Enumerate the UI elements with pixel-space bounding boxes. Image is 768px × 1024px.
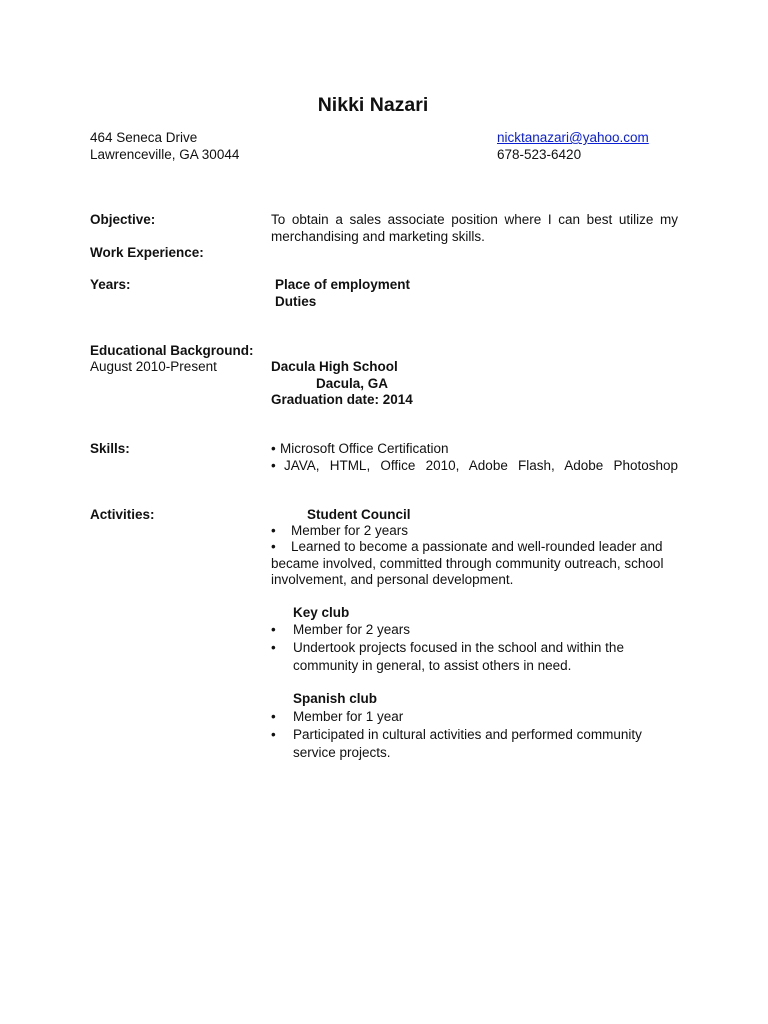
bullet-icon: • — [271, 622, 276, 637]
bullet-icon: • — [271, 709, 276, 724]
spanish-club-item-2-line-1: Participated in cultural activities and performed community — [293, 727, 642, 742]
bullet-icon: • — [271, 458, 276, 473]
key-club-title: Key club — [293, 605, 350, 620]
student-council-item-1: Member for 2 years — [291, 523, 409, 538]
work-experience-label: Work Experience: — [90, 245, 204, 260]
objective-line-1: To obtain a sales associate position where I can best utilize my — [271, 212, 678, 227]
student-council-item-2-line-3: involvement, and personal development. — [271, 572, 514, 587]
skills-label: Skills: — [90, 441, 130, 456]
bullet-icon: • — [271, 640, 276, 655]
phone-number: 678-523-6420 — [497, 147, 582, 162]
school-name: Dacula High School — [271, 359, 398, 374]
student-council-title: Student Council — [307, 507, 411, 522]
place-of-employment: Place of employment — [275, 277, 411, 292]
student-council-item-2-line-2: became involved, committed through community outreach, school — [271, 556, 664, 571]
skill-item-2: JAVA, HTML, Office 2010, Adobe Flash, Adobe Photoshop — [284, 458, 678, 473]
resume-name: Nikki Nazari — [317, 94, 429, 116]
bullet-icon: • — [271, 441, 276, 456]
activities-label: Activities: — [90, 507, 155, 522]
spanish-club-item-2-line-2: service projects. — [293, 745, 391, 760]
school-location: Dacula, GA — [316, 376, 389, 391]
duties: Duties — [275, 294, 317, 309]
key-club-item-2-line-1: Undertook projects focused in the school and within the — [293, 640, 624, 655]
bullet-icon: • — [271, 539, 276, 554]
graduation-date: Graduation date: 2014 — [271, 392, 413, 407]
bullet-icon: • — [271, 727, 276, 742]
address-line-1: 464 Seneca Drive — [90, 130, 198, 145]
address-line-2: Lawrenceville, GA 30044 — [90, 147, 240, 162]
key-club-item-2-line-2: community in general, to assist others in need. — [293, 658, 572, 673]
objective-label: Objective: — [90, 212, 156, 227]
student-council-item-2-line-1: Learned to become a passionate and well-rounded leader and — [291, 539, 663, 554]
spanish-club-item-1: Member for 1 year — [293, 709, 404, 724]
spanish-club-title: Spanish club — [293, 691, 378, 706]
skill-item-1: Microsoft Office Certification — [280, 441, 449, 456]
email-link[interactable]: nicktanazari@yahoo.com — [497, 130, 649, 145]
bullet-icon: • — [271, 523, 276, 538]
key-club-item-1: Member for 2 years — [293, 622, 411, 637]
objective-line-2: merchandising and marketing skills. — [271, 229, 485, 244]
years-label: Years: — [90, 277, 131, 292]
education-dates: August 2010-Present — [90, 359, 217, 374]
education-label: Educational Background: — [90, 343, 254, 358]
